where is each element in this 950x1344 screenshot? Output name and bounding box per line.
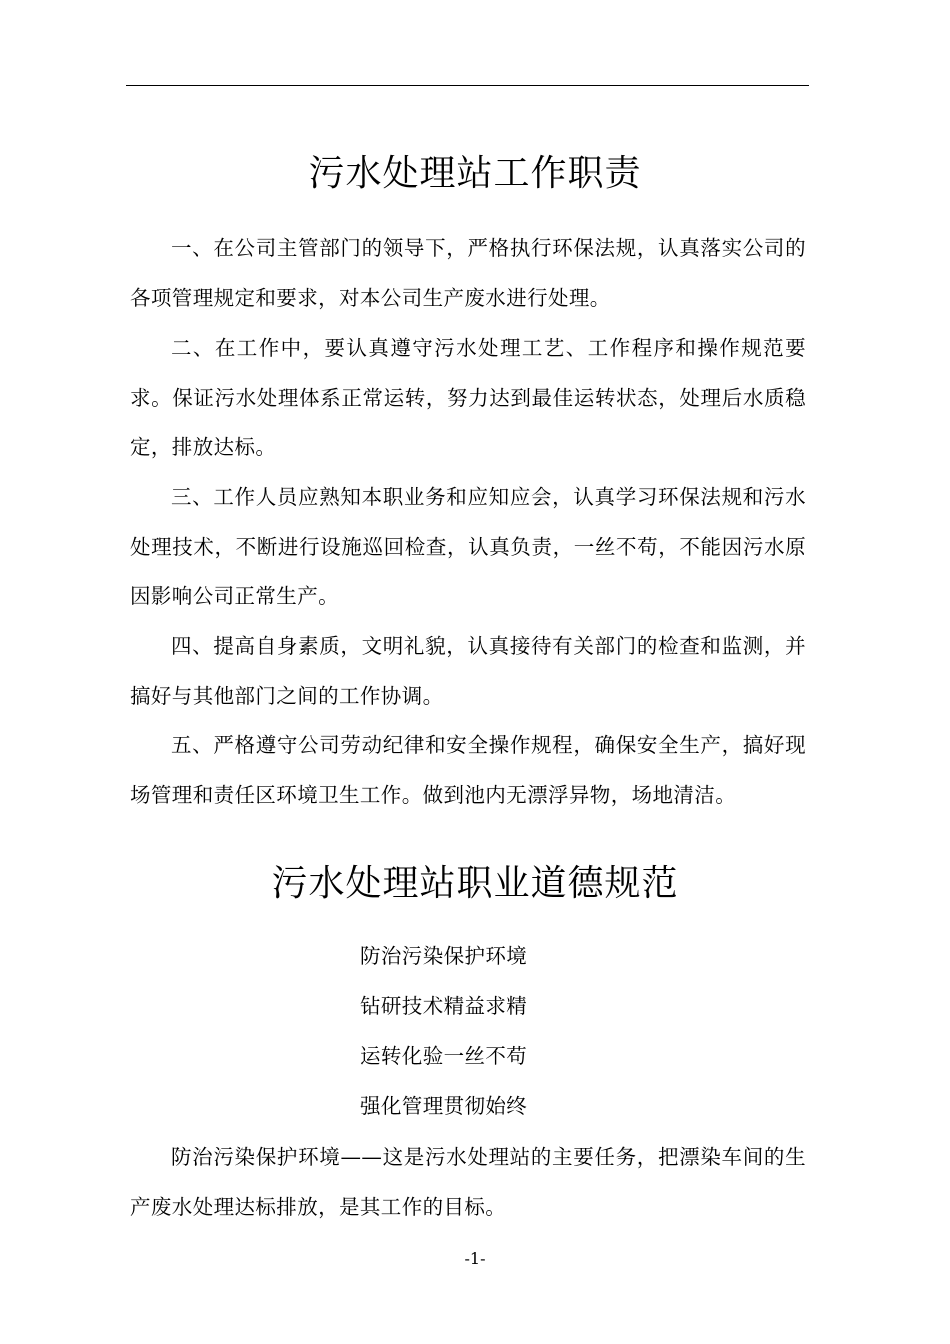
motto-line-3: 运转化验一丝不苟: [360, 1044, 528, 1068]
duty-paragraph-5: 五、严格遵守公司劳动纪律和安全操作规程，确保安全生产，搞好现场管理和责任区环境卫生工作。做到池内无漂浮异物，场地清洁。: [130, 733, 806, 807]
duty-paragraph-3: 三、工作人员应熟知本职业务和应知应会，认真学习环保法规和污水处理技术，不断进行设施巡回检查，认真负责，一丝不苟，不能因污水原因影响公司正常生产。: [130, 485, 806, 608]
duty-paragraph-2: 二、在工作中，要认真遵守污水处理工艺、工作程序和操作规范要求。保证污水处理体系正常运转，努力达到最佳运转状态，处理后水质稳定，排放达标。: [130, 336, 806, 459]
ethics-paragraph-1: 防治污染保护环境——这是污水处理站的主要任务，把漂染车间的生产废水处理达标排放，是其工作的目标。: [130, 1145, 806, 1219]
section-title-ethics: 污水处理站职业道德规范: [271, 863, 679, 904]
page-number: -1-: [464, 1249, 486, 1268]
motto-line-1: 防治污染保护环境: [360, 944, 528, 968]
duty-paragraph-1: 一、在公司主管部门的领导下，严格执行环保法规，认真落实公司的各项管理规定和要求，对本公司生产废水进行处理。: [130, 236, 806, 310]
motto-line-4: 强化管理贯彻始终: [360, 1094, 528, 1118]
duty-paragraph-4: 四、提高自身素质，文明礼貌，认真接待有关部门的检查和监测，并搞好与其他部门之间的工作协调。: [130, 634, 806, 708]
motto-line-2: 钻研技术精益求精: [360, 994, 528, 1018]
header-rule: [126, 85, 809, 86]
section-title-duties: 污水处理站工作职责: [308, 153, 642, 194]
